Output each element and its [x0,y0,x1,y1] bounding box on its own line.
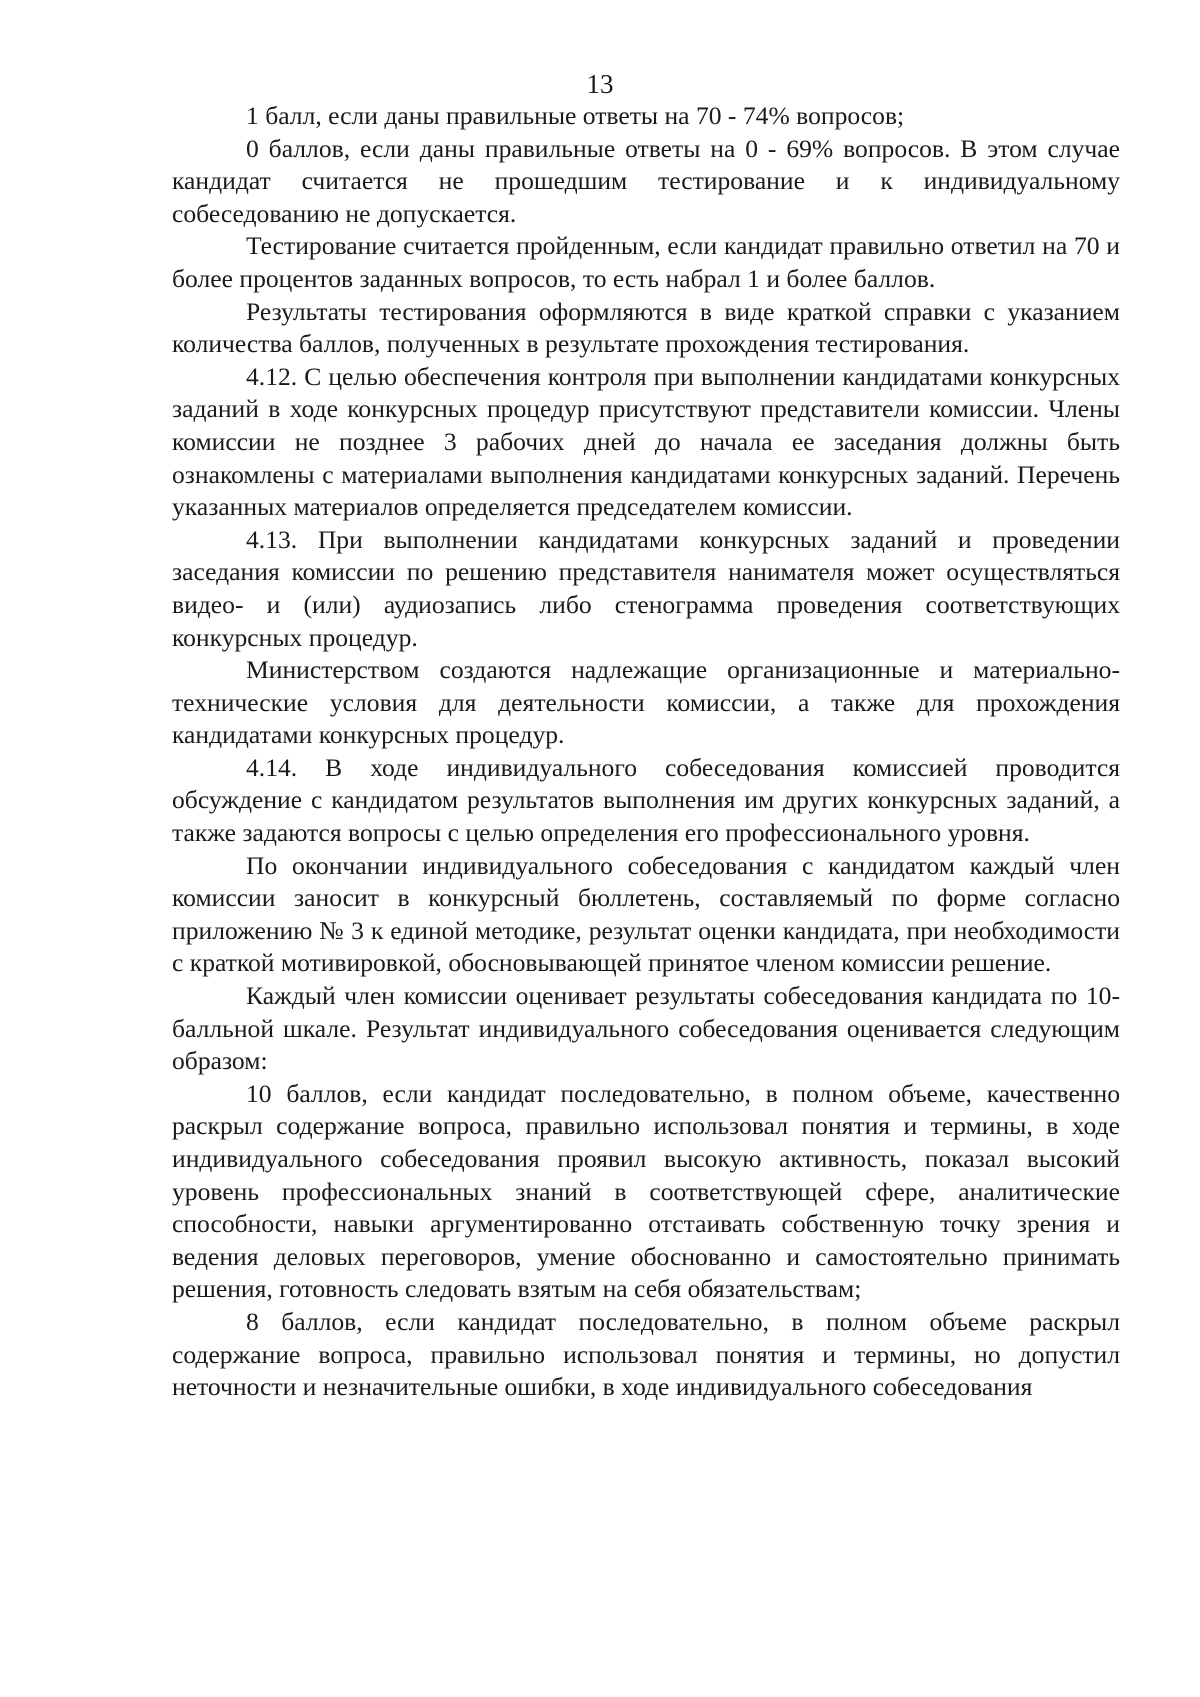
paragraph-8-points: 8 баллов, если кандидат последовательно, в полном объеме раскрыл содержание вопроса, правильно использовал понятия и термины, но допустил неточности и незначительные ошибки, в ходе индивидуального собеседования [172,1306,1120,1402]
paragraph-4-12: 4.12. С целью обеспечения контроля при выполнении кандидатами конкурсных заданий в ходе конкурсных процедур присутствуют представители комиссии. Члены комиссии не позднее 3 рабочих дней до начала ее заседания должны быть ознакомлены с материалами выполнения кандидатами конкурсных заданий. Перечень указанных материалов определяется председателем комиссии. [172,361,1120,522]
paragraph-10-point-scale: Каждый член комиссии оценивает результаты собеседования кандидата по 10-балльной шкале. Результат индивидуального собеседования оценивается следующим образом: [172,981,1120,1076]
paragraph-1-point-score: 1 балл, если даны правильные ответы на 70 - 74% вопросов; [246,101,905,130]
paragraph-ballot: По окончании индивидуального собеседования с кандидатом каждый член комиссии заносит в конкурсный бюллетень, составляемый по форме согласно приложению № 3 к единой методике, результат оценки кандидата, при необходимости с краткой мотивировкой, обосновывающей принятое членом комиссии решение. [172,850,1120,978]
paragraph-4-13: 4.13. При выполнении кандидатами конкурсных заданий и проведении заседания комиссии по решению представителя нанимателя может осуществляться видео- и (или) аудиозапись либо стенограмма проведения соответствующих конкурсных процедур. [172,524,1120,652]
paragraph-testing-passed: Тестирование считается пройденным, если кандидат правильно ответил на 70 и более процентов заданных вопросов, то есть набрал 1 и более баллов. [172,231,1120,293]
paragraph-0-points-score: 0 баллов, если даны правильные ответы на 0 - 69% вопросов. В этом случае кандидат считается не прошедшим тестирование и к индивидуальному собеседованию не допускается. [172,133,1120,228]
document-body [172,100,1120,1404]
paragraph-10-points: 10 баллов, если кандидат последовательно, в полном объеме, качественно раскрыл содержание вопроса, правильно использовал понятия и термины, в ходе индивидуального собеседования проявил высокую активность, показал высокий уровень профессиональных знаний в соответствующей сфере, аналитические способности, навыки аргументированно отстаивать собственную точку зрения и ведения деловых переговоров, умение обоснованно и самостоятельно принимать решения, готовность следовать взятым на себя обязательствам; [172,1078,1120,1304]
paragraph-testing-results: Результаты тестирования оформляются в виде краткой справки с указанием количества баллов, полученных в результате прохождения тестирования. [172,296,1120,359]
page-number: 13 [586,69,614,99]
paragraph-4-14: 4.14. В ходе индивидуального собеседования комиссией проводится обсуждение с кандидатом результатов выполнения им других конкурсных заданий, а также задаются вопросы с целью определения его профессионального уровня. [172,752,1120,848]
paragraph-ministry-conditions: Министерством создаются надлежащие организационные и материально-технические условия для деятельности комиссии, а также для прохождения кандидатами конкурсных процедур. [172,655,1120,750]
